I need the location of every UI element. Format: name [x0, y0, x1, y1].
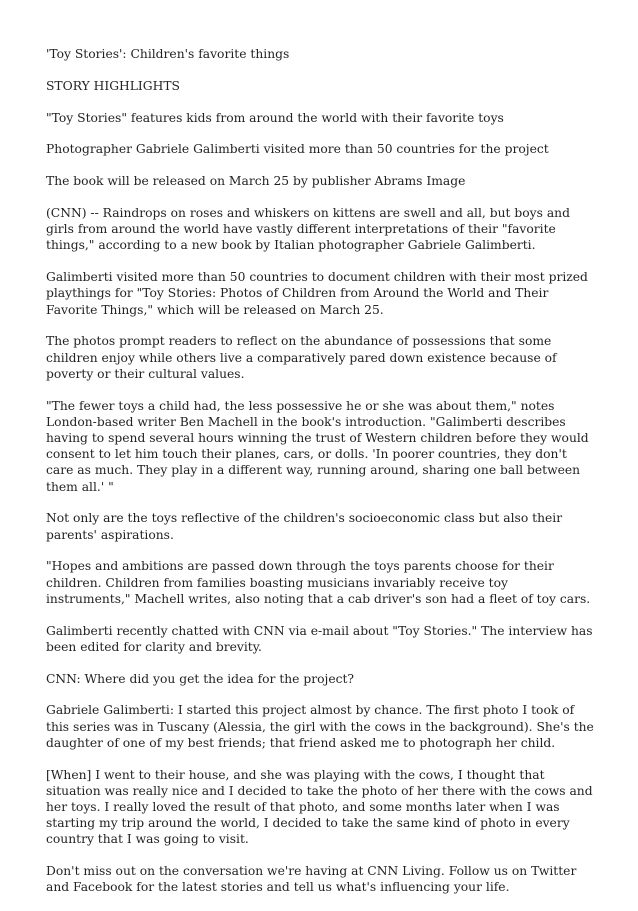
interview-answer: [When] I went to their house, and she was playing with the cows, I thought that situation was really nice and I decided to take the photo of her there with the cows and her toys. I really loved the result of that photo, and some months later when I was starting my trip around the world, I decided to take the same kind of photo in every country that I was going to visit.	[46, 767, 593, 847]
highlights-heading: STORY HIGHLIGHTS	[46, 78, 180, 93]
article-paragraph: "The fewer toys a child had, the less possessive he or she was about them," notes London-based writer Ben Machell in the book's introduction. "Galimberti describes having to spend several hours winning the trust of Western children before they would consent to let him touch their planes, cars, or dolls. 'In poorer countries, they don't care as much. They play in a different way, running around, sharing one ball between them all.' "	[46, 398, 589, 494]
article-title: 'Toy Stories': Children's favorite things	[46, 47, 290, 61]
article-paragraph: Galimberti visited more than 50 countries to document children with their most prized playthings for "Toy Stories: Photos of Children from Around the World and Their Favorite Things," which will be released on March 25.	[46, 270, 588, 317]
interview-question: CNN: Where did you get the idea for the project?	[46, 671, 355, 686]
article-paragraph: Not only are the toys reflective of the children's socioeconomic class but also their parents' aspirations.	[46, 511, 563, 542]
article-paragraph: The photos prompt readers to reflect on the abundance of possessions that some children enjoy while others live a comparatively pared down existence because of poverty or their cultural values.	[46, 334, 557, 381]
highlight-item: Photographer Gabriele Galimberti visited more than 50 countries for the project	[46, 142, 549, 157]
article-paragraph: (CNN) -- Raindrops on roses and whiskers on kittens are swell and all, but boys and girls from around the world have vastly different interpretations of their "favorite things," according to a new book by Italian photographer Gabriele Galimberti.	[46, 205, 570, 253]
highlight-item: The book will be released on March 25 by publisher Abrams Image	[46, 174, 466, 189]
article-paragraph: Galimberti recently chatted with CNN via e-mail about "Toy Stories." The interview has been edited for clarity and brevity.	[46, 623, 593, 654]
interview-answer: Gabriele Galimberti: I started this project almost by chance. The first photo I took of this series was in Tuscany (Alessia, the girl with the cows in the background). She's the daughter of one of my best friends; that friend asked me to photograph her child.	[46, 703, 594, 750]
highlight-item: "Toy Stories" features kids from around the world with their favorite toys	[46, 110, 504, 125]
article-footer-note: Don't miss out on the conversation we're having at CNN Living. Follow us on Twitter and Facebook for the latest stories and tell us what's influencing your life.	[46, 864, 577, 895]
article-paragraph: "Hopes and ambitions are passed down through the toys parents choose for their children. Children from families boasting musicians invariably receive toy instruments," Machell writes, also noting that a cab driver's son had a fleet of toy cars.	[46, 559, 591, 606]
article-body	[46, 46, 596, 911]
